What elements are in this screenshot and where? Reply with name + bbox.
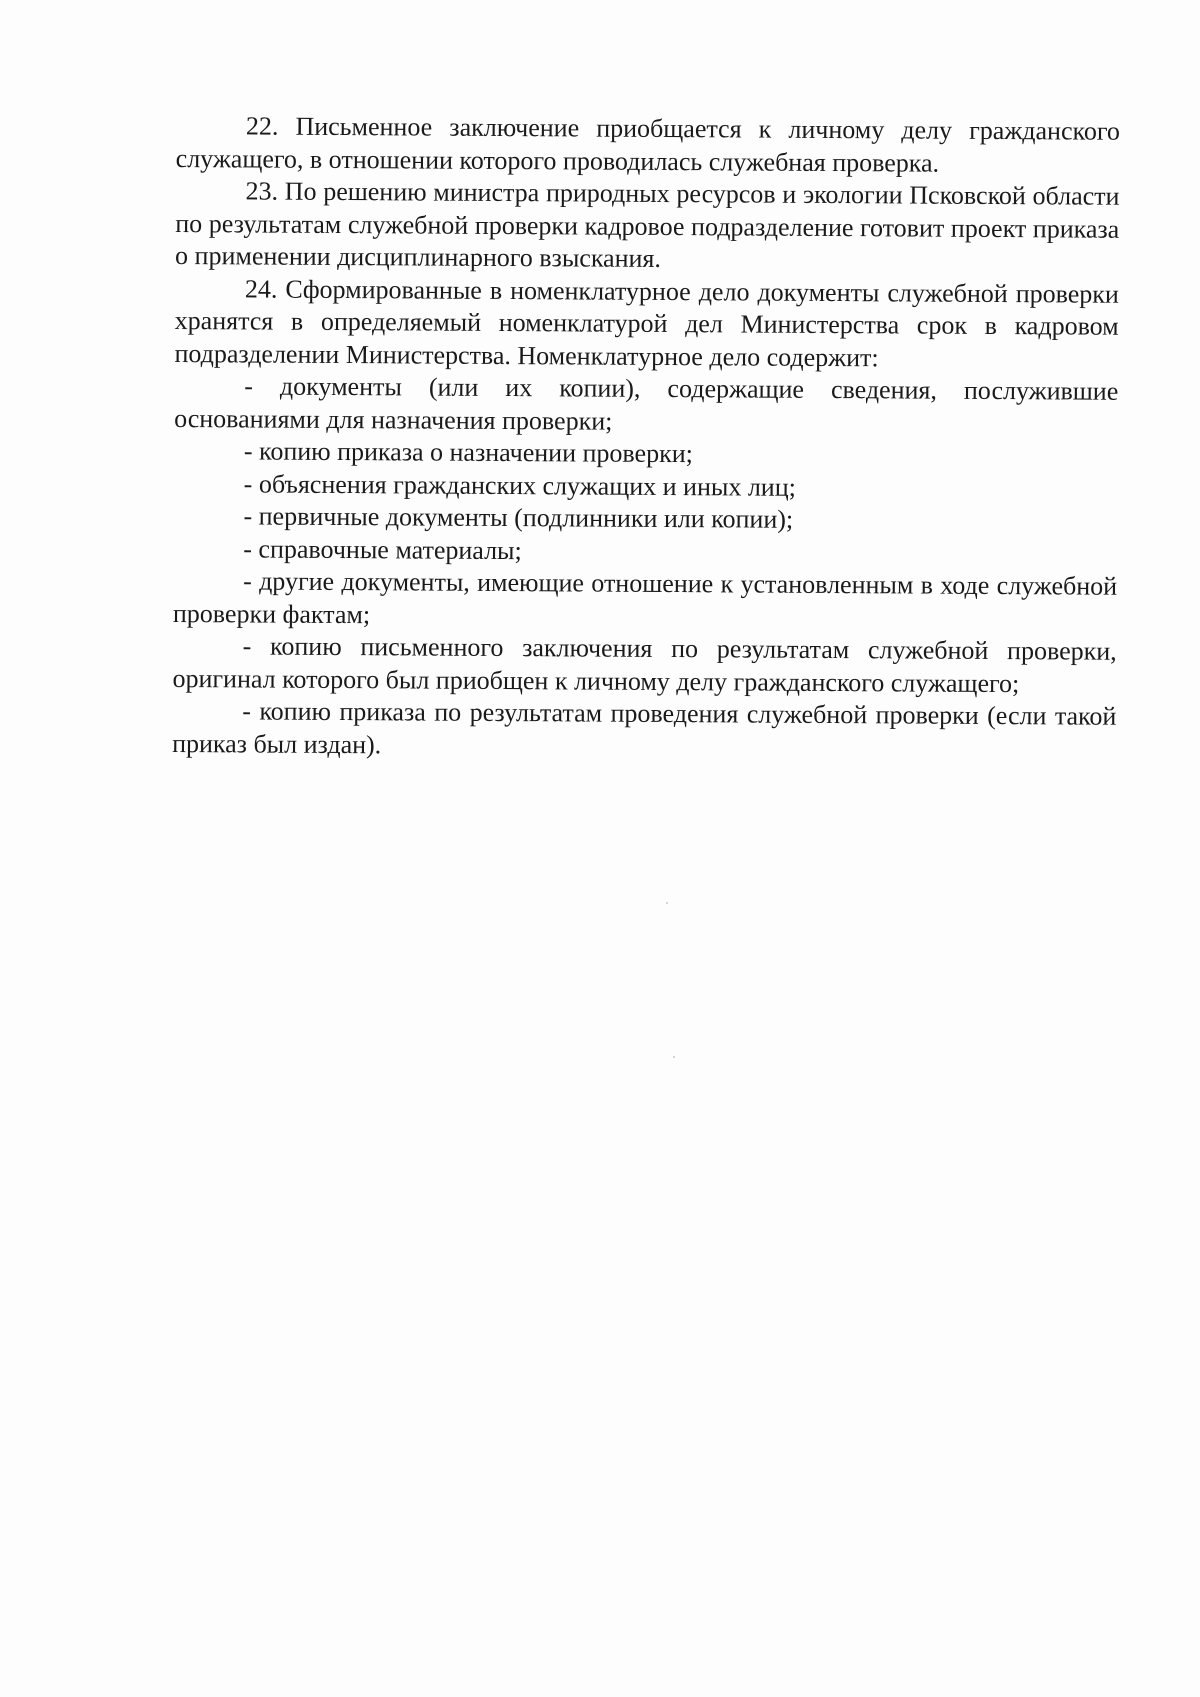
list-item: - первичные документы (подлинники или копии); bbox=[243, 501, 794, 534]
list-item: - объяснения гражданских служащих и иных лиц; bbox=[243, 468, 797, 502]
list-item: - справочные материалы; bbox=[243, 533, 522, 565]
paragraph-22: 22. Письменное заключение приобщается к личному делу гражданского служащего, в отношении которого проводилась служебная проверка. bbox=[175, 111, 1120, 178]
list-item: - документы (или их копии), содержащие сведения, послужившие основаниями для назначения проверки; bbox=[174, 371, 1119, 436]
scan-speck bbox=[673, 1056, 675, 1058]
list-item: - копию письменного заключения по результатам служебной проверки, оригинал которого был приобщен к личному делу гражданского служащего; bbox=[172, 631, 1117, 698]
document-body bbox=[172, 110, 1120, 766]
list-item: - другие документы, имеющие отношение к установленным в ходе служебной проверки фактам; bbox=[172, 566, 1118, 629]
list-item: - копию приказа о назначении проверки; bbox=[243, 436, 693, 469]
paragraph-24: 24. Сформированные в номенклатурное дело документы служебной проверки хранятся в определяемый номенклатурой дел Министерства срок в кадровом подразделении Министерства. Номенклатурное дело содержит: bbox=[174, 273, 1119, 372]
list-item: - копию приказа по результатам проведения служебной проверки (если такой приказ был издан). bbox=[172, 696, 1117, 759]
scan-speck bbox=[666, 902, 668, 904]
paragraph-23: 23. По решению министра природных ресурсов и экологии Псковской области по результатам служебной проверки кадровое подразделение готовит проект приказа о применении дисциплинарного взыскания. bbox=[175, 176, 1120, 273]
